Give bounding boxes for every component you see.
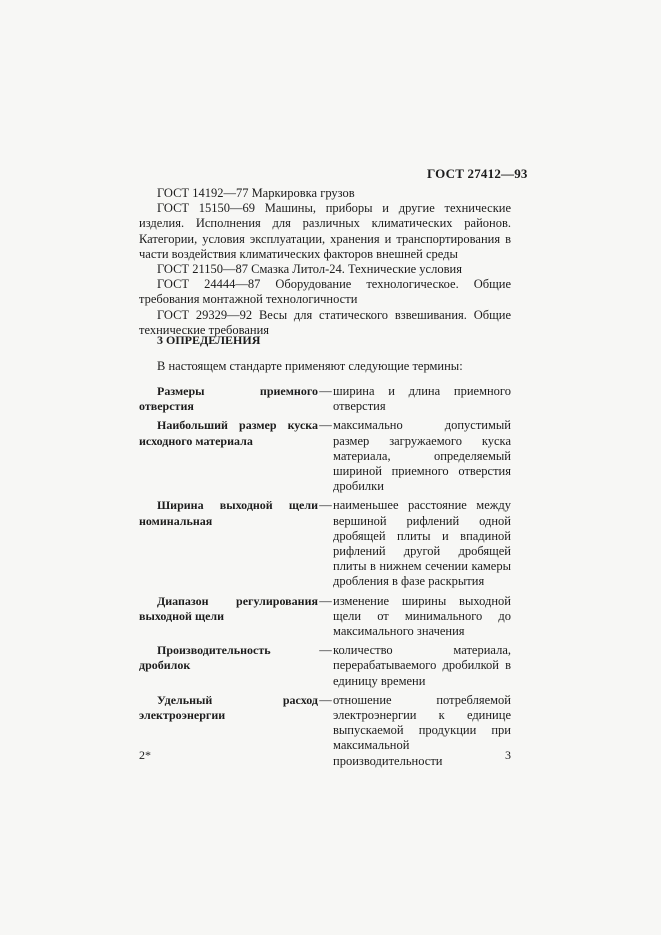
term-name: Удельный расход электроэнергии (139, 692, 318, 723)
terms-list (139, 384, 511, 773)
footer-signature-mark: 2* (139, 748, 151, 762)
term-row (139, 594, 511, 640)
term-definition: отношение потребляемой электроэнергии к единице выпускаемой продукции при максимальной производительности (333, 692, 511, 768)
references-list (139, 186, 511, 338)
term-name: Диапазон регулирования выходной щели (139, 593, 318, 623)
section-intro: В настоящем стандарте применяют следующие термины: (157, 359, 463, 373)
term-definition: изменение ширины выходной щели от минимального до максимального значения (333, 593, 511, 639)
document-code: ГОСТ 27412—93 (427, 166, 528, 181)
term-dash: — (319, 418, 332, 433)
term-dash: — (319, 643, 332, 658)
term-definition: наименьшее расстояние между вершиной рифлений одной дробящей плиты и впадиной рифлений другой дробящей плиты в нижнем сечении камеры дробления в фазе раскрытия (333, 498, 511, 589)
section-title: 3 ОПРЕДЕЛЕНИЯ (157, 333, 261, 347)
term-definition: ширина и длина приемного отверстия (333, 384, 511, 414)
term-name: Размеры приемного отверстия (139, 384, 318, 414)
term-name: Ширина выходной щели номинальная (139, 498, 318, 528)
term-dash: — (319, 498, 332, 513)
term-row (139, 643, 511, 689)
term-name: Наибольший размер куска исходного материала (139, 418, 318, 448)
reference-item: ГОСТ 29329—92 Весы для статического взвешивания. Общие технические требования (139, 307, 511, 337)
reference-item: ГОСТ 14192—77 Маркировка грузов (157, 186, 355, 200)
term-row (139, 418, 511, 494)
term-name: Производительность дробилок (139, 643, 271, 673)
term-definition: максимально допустимый размер загружаемого куска материала, определяемый шириной приемного отверстия дробилки (333, 418, 511, 494)
reference-item: ГОСТ 15150—69 Машины, приборы и другие технические изделия. Исполнения для различных климатических районов. Категории, условия эксплуатации, хранения и транспортирования в части воздействия климатических факторов внешней среды (139, 201, 511, 261)
reference-item: ГОСТ 24444—87 Оборудование технологическое. Общие требования монтажной технологичности (139, 277, 511, 307)
term-dash: — (319, 692, 332, 707)
term-dash: — (319, 384, 332, 398)
term-row (139, 693, 511, 769)
reference-item: ГОСТ 21150—87 Смазка Литол-24. Технические условия (157, 262, 462, 277)
term-definition: количество материала, перерабатываемого дробилкой в единицу времени (333, 643, 511, 688)
term-row (139, 384, 511, 414)
term-dash: — (319, 593, 332, 608)
page-number: 3 (505, 748, 511, 762)
term-row (139, 498, 511, 589)
